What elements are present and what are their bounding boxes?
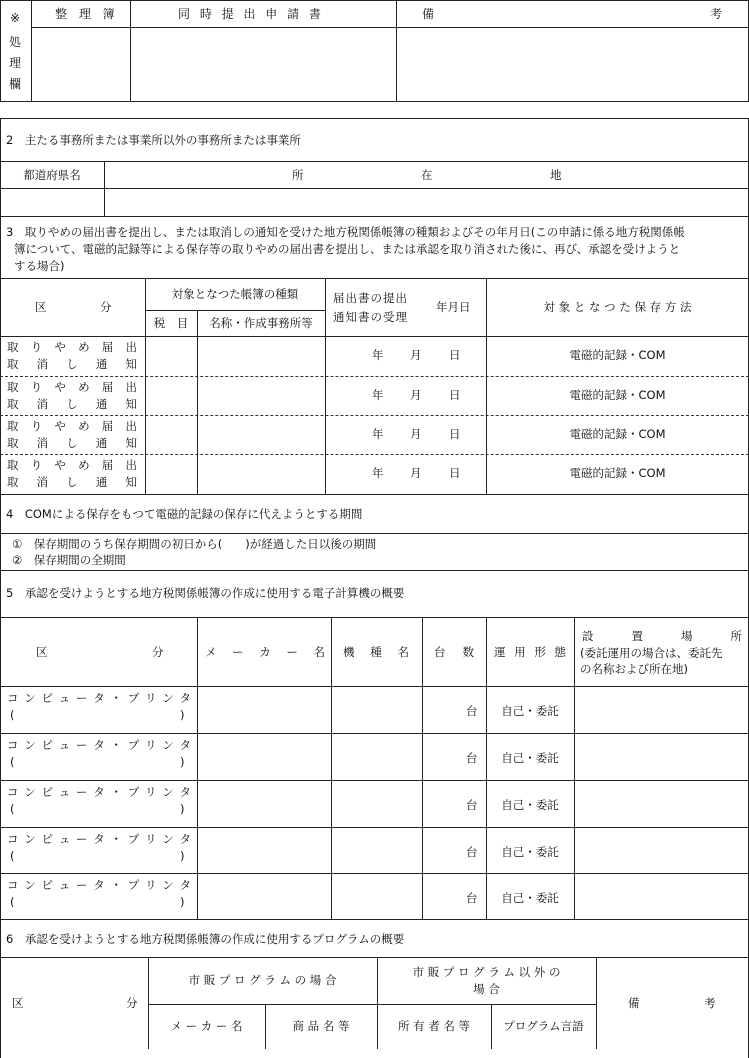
sec3-row-label-line1 (7, 457, 137, 473)
sec5-row-open-paren: ( (10, 755, 15, 769)
sec5-title: 5 承認を受けようとする地方税関係帳簿の作成に使用する電子計算機の概要 (6, 586, 405, 600)
sec5-row-open-paren: ( (10, 708, 15, 722)
sec3-tax-field[interactable] (146, 377, 196, 414)
sec5-h-maker-char: ー (286, 645, 298, 659)
sec5-row-label-char: ン (162, 832, 174, 846)
sec3-day-label: 日 (449, 388, 461, 402)
sec5-h-place (582, 628, 742, 644)
sec5-row-label-char: ピ (41, 738, 53, 752)
sec5-row-open-paren: ( (10, 849, 15, 863)
seiribo-label: 整 理 簿 (55, 7, 119, 21)
seiribo-field[interactable] (32, 28, 129, 101)
sec3-row-label-char: 消 (36, 475, 49, 489)
sec5-row-label (7, 877, 191, 893)
sec6-h-kubun-1: 区 (12, 996, 24, 1010)
sec5-h-maker-char: カ (259, 645, 271, 659)
sec5-row-label-char: ー (76, 785, 88, 799)
bikou-field[interactable] (397, 28, 747, 101)
sec5-count-unit: 台 (466, 704, 478, 718)
sec3-row-label-char: 知 (125, 436, 137, 450)
sec3-year-label: 年 (372, 466, 384, 480)
sec3-row-label-char: 取 (7, 380, 19, 394)
sec5-row-label-char: ・ (110, 738, 122, 752)
sec5-model-field[interactable] (332, 687, 421, 731)
sec5-row-label-char: リ (145, 832, 157, 846)
sec5-h-place-note2: の名称および所在地) (580, 662, 688, 676)
sec3-row-label-char: し (66, 475, 78, 489)
sec3-method-option[interactable]: 電磁的記録・COM (569, 348, 666, 362)
bikou-label-right: 考 (710, 7, 723, 21)
sec5-h-maker (205, 644, 325, 660)
sec5-row-close-paren: ) (180, 849, 185, 863)
sec5-row-open-paren: ( (10, 802, 15, 816)
sec3-row-label-char: し (66, 436, 78, 450)
sec5-row-close-paren: ) (180, 802, 185, 816)
sec5-row-label-char: ン (162, 738, 174, 752)
sec3-year-label: 年 (372, 348, 384, 362)
sec2-location-field[interactable] (105, 189, 747, 215)
sec5-row-label-char: ュ (58, 785, 71, 799)
sec3-row-label-char: 取 (7, 475, 19, 489)
sec5-place-field[interactable] (575, 828, 747, 872)
sec6-h-nonmarket-2: 場 合 (473, 982, 500, 996)
sec5-row-label-char: ュ (58, 878, 71, 892)
sec3-h-ymd: 年月日 (436, 300, 471, 314)
sec5-h-model-char: 種 (370, 645, 382, 659)
sec3-row-label-char: り (30, 380, 43, 394)
sec5-row-label-char: コ (7, 878, 19, 892)
sec5-h-place-char: 所 (730, 629, 742, 643)
sec5-row-label-char: ー (76, 691, 88, 705)
sec5-row-label-char: タ (93, 832, 105, 846)
sec3-title-line3: する場合) (14, 259, 65, 273)
sec5-place-field[interactable] (575, 874, 747, 918)
sec3-month-label: 月 (410, 348, 422, 362)
sec5-model-field[interactable] (332, 734, 421, 778)
sec5-row-label-char: ー (76, 878, 88, 892)
sec3-row-label-char: 知 (125, 357, 137, 371)
sec2-col-loc-1: 所 (292, 168, 304, 182)
sec5-row-label-char: コ (7, 785, 19, 799)
sec6-h-lang: プログラム言語 (503, 1019, 584, 1033)
sec5-row-label-char: ピ (41, 832, 53, 846)
doji-label: 同 時 提 出 申 請 書 (178, 7, 324, 21)
sec5-row-label-char: ・ (110, 691, 122, 705)
sec6-h-kubun-2: 分 (126, 996, 138, 1010)
sec3-name-field[interactable] (198, 337, 324, 374)
sec5-op-option[interactable]: 自己・委託 (501, 845, 559, 859)
sec3-row-label-line1 (7, 418, 137, 434)
sec3-row-label-line2 (7, 356, 137, 372)
sec5-h-kubun-2: 分 (152, 645, 164, 659)
sec3-h-name: 名称・作成事務所等 (209, 316, 313, 330)
sec3-row-label-char: 届 (101, 419, 114, 433)
sec5-row-label-char: タ (93, 785, 105, 799)
sec5-row-label (7, 831, 191, 847)
sec5-row-close-paren: ) (180, 895, 185, 909)
sec5-h-op-char: 形 (534, 645, 546, 659)
sec3-name-field[interactable] (198, 455, 324, 492)
sec5-row-label-char: コ (7, 691, 19, 705)
sec5-count-unit: 台 (466, 891, 478, 905)
sec5-row-label-char: リ (145, 738, 157, 752)
sec3-row-label-line1 (7, 379, 137, 395)
sec5-row-label-char: タ (93, 878, 105, 892)
sec5-row-label-char: ・ (110, 832, 122, 846)
sec5-row-label-char: タ (179, 832, 191, 846)
sec5-h-op-char: 態 (554, 645, 566, 659)
sec3-row-label-char: 取 (7, 458, 19, 472)
sec3-row-label-char: 通 (95, 357, 108, 371)
sec5-row-label-char: タ (179, 691, 191, 705)
sec2-col-loc-2: 在 (421, 168, 433, 182)
sec5-row-label-char: ン (24, 832, 36, 846)
sec5-h-op-char: 用 (514, 645, 526, 659)
sec3-row-label-line2 (7, 396, 137, 412)
sec4-title: 4 COMによる保存をもつて電磁的記録の保存に代えようとする期間 (6, 507, 363, 521)
sec5-row-close-paren: ) (180, 708, 185, 722)
sec5-row-label-char: タ (179, 738, 191, 752)
sec3-row-label-char: 消 (36, 357, 49, 371)
sec3-year-label: 年 (372, 388, 384, 402)
sec3-month-label: 月 (410, 466, 422, 480)
sec6-h-maker: メ ー カ ー 名 (170, 1019, 243, 1033)
sec3-row-label-char: 出 (125, 380, 137, 394)
sec3-month-label: 月 (410, 427, 422, 441)
sec3-row-label-char: や (54, 419, 66, 433)
sec5-op-option[interactable]: 自己・委託 (501, 704, 559, 718)
sec5-h-count-char: 数 (462, 645, 474, 659)
sec5-row-label-char: ・ (110, 878, 122, 892)
sec3-row-label-char: 通 (95, 436, 108, 450)
sec3-h-books: 対象となつた帳簿の種類 (171, 287, 299, 301)
sec3-row-label-char: 通 (95, 397, 108, 411)
sec3-h-tax: 税 目 (153, 316, 189, 330)
sec3-row-label-line2 (7, 435, 137, 451)
sec3-row-label-char: 出 (125, 340, 137, 354)
sec3-row-label-char: 消 (36, 436, 49, 450)
sec5-h-model-char: 機 (343, 645, 355, 659)
sec5-h-place-char: 置 (631, 629, 643, 643)
sec5-row-label-char: ・ (110, 785, 122, 799)
sec3-row-label-char: め (78, 340, 90, 354)
sec3-day-label: 日 (449, 348, 461, 362)
sec3-method-option[interactable]: 電磁的記録・COM (569, 388, 666, 402)
sec3-h-kubun-2: 分 (100, 300, 112, 314)
sec5-row-label (7, 784, 191, 800)
sec5-row-label (7, 690, 191, 706)
bikou-label-left: 備 (422, 7, 435, 21)
sec3-row-label-char: 知 (125, 397, 137, 411)
processing-label-2: 理 (8, 56, 21, 70)
sec2-col-pref: 都道府県名 (23, 168, 81, 182)
sec2-pref-field[interactable] (1, 189, 103, 215)
doji-field[interactable] (131, 28, 395, 101)
sec5-row-label-char: ピ (41, 878, 53, 892)
sec5-row-label-char: ン (162, 785, 174, 799)
sec3-day-label: 日 (449, 427, 461, 441)
sec3-row-label-char: や (54, 458, 66, 472)
sec5-row-label-char: プ (127, 738, 140, 752)
sec5-row-label-char: ュ (58, 738, 71, 752)
sec3-row-label-char: 届 (101, 458, 114, 472)
sec5-h-model (343, 644, 409, 660)
sec5-row-label-char: ュ (58, 832, 71, 846)
sec5-row-label-char: ュ (58, 691, 71, 705)
sec3-h-date1: 届出書の提出 (333, 291, 408, 305)
sec3-row-label-char: り (30, 419, 43, 433)
sec3-tax-field[interactable] (146, 416, 196, 453)
sec6-title: 6 承認を受けようとする地方税関係帳簿の作成に使用するプログラムの概要 (6, 932, 405, 946)
sec3-title-line2: 簿について、電磁的記録等による保存等の取りやめの届出書を提出し、または承認を取り消された後に、再び、承認を受けようと (14, 242, 681, 256)
sec3-row-label-char: や (54, 380, 66, 394)
sec3-row-label-char: 届 (101, 340, 114, 354)
sec5-row-label-char: ピ (41, 785, 53, 799)
sec5-place-field[interactable] (575, 781, 747, 825)
sec3-row-label-char: 消 (36, 397, 49, 411)
sec3-method-option[interactable]: 電磁的記録・COM (569, 466, 666, 480)
sec5-h-maker-char: メ (205, 645, 217, 659)
sec5-row-label-char: タ (93, 691, 105, 705)
sec5-row-label-char: ー (76, 832, 88, 846)
sec3-row-label-char: 届 (101, 380, 114, 394)
sec5-row-label-char: ン (24, 738, 36, 752)
sec3-row-label-line2 (7, 474, 137, 490)
sec5-h-maker-char: ー (232, 645, 244, 659)
sec3-row-label-char: 出 (125, 419, 137, 433)
processing-mark: ※ (9, 11, 21, 25)
sec6-h-owner: 所 有 者 名 等 (397, 1019, 471, 1033)
sec3-row-label-char: や (54, 340, 66, 354)
sec5-row-label-char: リ (145, 785, 157, 799)
sec3-row-label-char: 通 (95, 475, 108, 489)
sec6-h-bikou-2: 考 (704, 996, 716, 1010)
sec3-row-label-char: り (30, 340, 43, 354)
sec3-month-label: 月 (410, 388, 422, 402)
sec5-maker-field[interactable] (198, 687, 330, 731)
sec5-place-field[interactable] (575, 734, 747, 778)
sec3-row-label-char: 取 (7, 357, 19, 371)
sec3-row-label-char: め (78, 419, 90, 433)
sec5-model-field[interactable] (332, 828, 421, 872)
sec5-maker-field[interactable] (198, 781, 330, 825)
sec5-row-close-paren: ) (180, 755, 185, 769)
sec6-h-market: 市 販 プ ロ グ ラ ム の 場 合 (188, 973, 337, 987)
sec5-row-label-char: プ (127, 785, 140, 799)
sec3-row-label-char: し (66, 357, 78, 371)
sec6-h-product: 商 品 名 等 (292, 1019, 350, 1033)
sec5-h-maker-char: 名 (313, 645, 325, 659)
sec3-day-label: 日 (449, 466, 461, 480)
sec5-row-label-char: リ (145, 878, 157, 892)
sec5-h-count-char: 台 (434, 645, 446, 659)
sec3-row-label-char: 取 (7, 436, 19, 450)
sec5-row-label-char: ン (24, 878, 36, 892)
sec5-row-label-char: ー (76, 738, 88, 752)
processing-label-1: 処 (8, 35, 21, 49)
sec3-row-label-char: 出 (125, 458, 137, 472)
sec3-h-method: 対 象 と な つ た 保 存 方 法 (543, 300, 692, 314)
sec5-place-field[interactable] (575, 687, 747, 731)
sec5-h-place-char: 設 (582, 629, 594, 643)
sec3-year-label: 年 (372, 427, 384, 441)
sec5-h-place-note1: (委託運用の場合は、委託先 (580, 646, 723, 660)
sec5-h-model-char: 名 (397, 645, 409, 659)
sec3-row-label-char: し (66, 397, 78, 411)
sec3-tax-field[interactable] (146, 337, 196, 374)
sec4-option-2[interactable]: ② 保存期間の全期間 (12, 553, 126, 567)
sec3-row-label-char: 取 (7, 419, 19, 433)
processing-label-3: 欄 (8, 77, 21, 91)
sec5-h-op (494, 644, 566, 660)
sec5-row-label-char: リ (145, 691, 157, 705)
sec5-row-label-char: ン (24, 691, 36, 705)
sec5-count-unit: 台 (466, 845, 478, 859)
sec3-row-label-char: め (78, 458, 90, 472)
sec3-tax-field[interactable] (146, 455, 196, 492)
sec3-title-line1: 3 取りやめの届出書を提出し、または取消しの通知を受けた地方税関係帳簿の種類およびその年月日(この申請に係る地方税関係帳 (6, 225, 685, 239)
sec3-h-kubun-1: 区 (35, 300, 47, 314)
sec5-row-label-char: ン (162, 878, 174, 892)
sec2-title: 2 主たる事務所または事業所以外の事務所または事業所 (6, 133, 301, 147)
sec5-h-kubun-1: 区 (36, 645, 48, 659)
sec5-row-label-char: プ (127, 691, 140, 705)
sec5-row-label-char: ン (162, 691, 174, 705)
sec5-row-label-char: ピ (41, 691, 53, 705)
sec5-count-unit: 台 (466, 798, 478, 812)
sec5-row-label-char: コ (7, 832, 19, 846)
sec5-h-place-char: 場 (681, 629, 693, 643)
sec3-row-label-line1 (7, 339, 137, 355)
sec5-maker-field[interactable] (198, 874, 330, 918)
sec3-name-field[interactable] (198, 377, 324, 414)
sec5-row-label (7, 737, 191, 753)
sec3-row-label-char: め (78, 380, 90, 394)
sec5-row-label-char: コ (7, 738, 19, 752)
sec3-row-label-char: 知 (125, 475, 137, 489)
sec5-row-open-paren: ( (10, 895, 15, 909)
sec5-model-field[interactable] (332, 781, 421, 825)
sec5-maker-field[interactable] (198, 734, 330, 778)
sec5-row-label-char: プ (127, 878, 140, 892)
sec5-row-label-char: タ (179, 785, 191, 799)
sec5-row-label-char: タ (93, 738, 105, 752)
sec6-h-nonmarket-1: 市 販 プ ロ グ ラ ム 以 外 の (412, 965, 561, 979)
sec4-option-1[interactable]: ① 保存期間のうち保存期間の初日から( )が経過した日以後の期間 (12, 537, 377, 551)
sec3-row-label-char: 取 (7, 340, 19, 354)
sec3-row-label-char: 取 (7, 397, 19, 411)
sec5-row-label-char: プ (127, 832, 140, 846)
sec3-row-label-char: り (30, 458, 43, 472)
sec5-model-field[interactable] (332, 874, 421, 918)
sec3-method-option[interactable]: 電磁的記録・COM (569, 427, 666, 441)
sec5-maker-field[interactable] (198, 828, 330, 872)
sec5-count-unit: 台 (466, 751, 478, 765)
sec6-h-bikou-1: 備 (628, 996, 640, 1010)
sec5-row-label-char: タ (179, 878, 191, 892)
sec5-op-option[interactable]: 自己・委託 (501, 891, 559, 905)
sec3-name-field[interactable] (198, 416, 324, 453)
sec2-col-loc-3: 地 (550, 168, 562, 182)
sec3-h-date2: 通知書の受理 (333, 310, 408, 324)
sec5-h-count (434, 644, 474, 660)
sec5-op-option[interactable]: 自己・委託 (501, 798, 559, 812)
sec5-h-op-char: 運 (494, 645, 506, 659)
sec5-op-option[interactable]: 自己・委託 (501, 751, 559, 765)
sec5-row-label-char: ン (24, 785, 36, 799)
